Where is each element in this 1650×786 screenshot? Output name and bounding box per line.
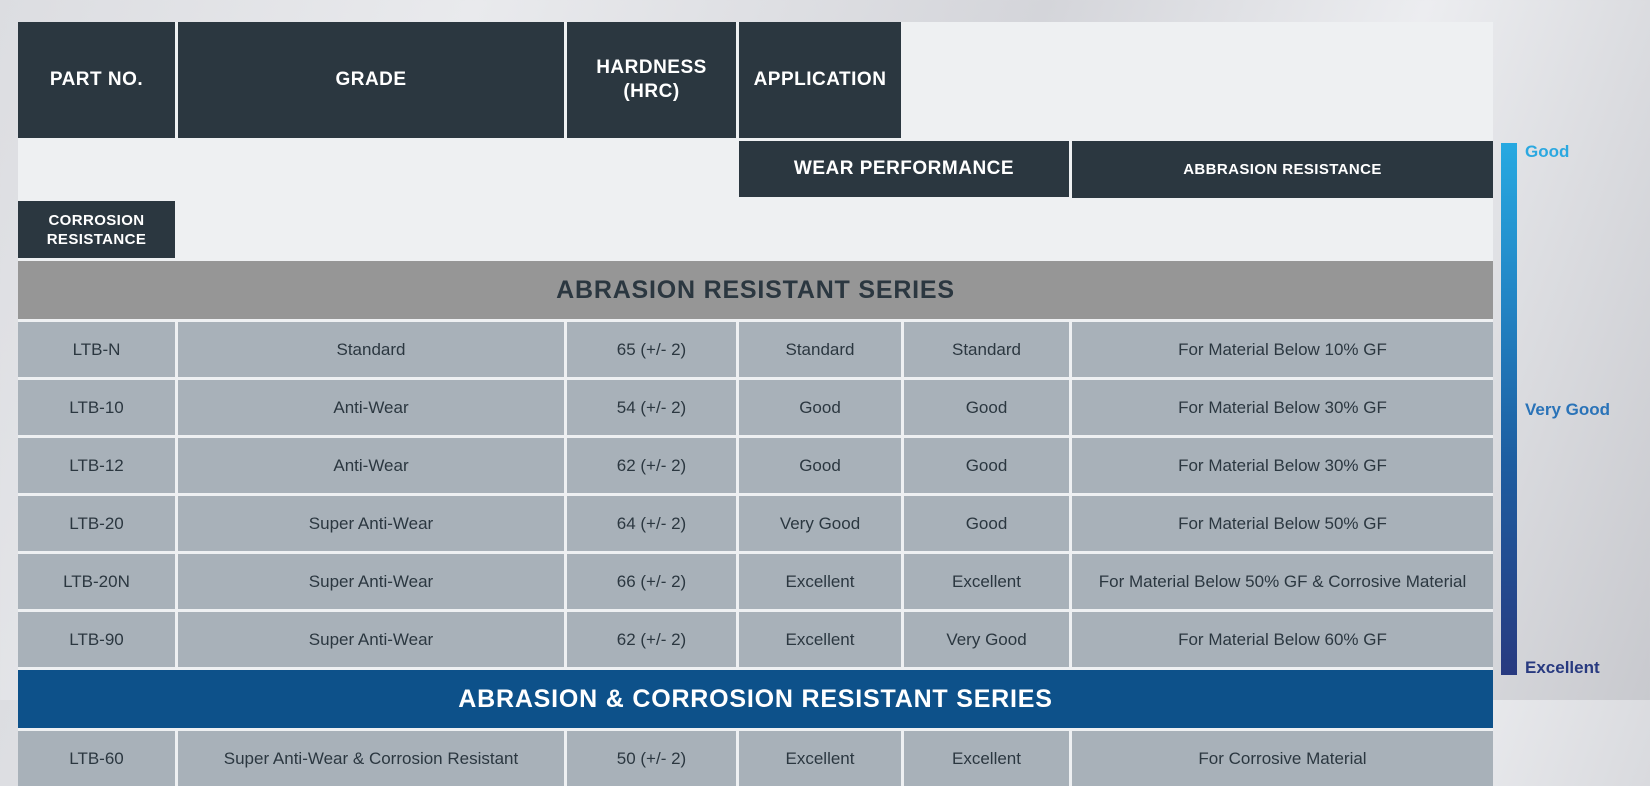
cell-part-no: LTB-10 — [18, 380, 175, 435]
header-grade: GRADE — [178, 22, 564, 138]
cell-abrasion: Excellent — [739, 731, 901, 786]
cell-part-no: LTB-60 — [18, 731, 175, 786]
cell-abrasion: Good — [739, 438, 901, 493]
header-application: APPLICATION — [739, 22, 901, 138]
cell-hardness: 66 (+/- 2) — [567, 554, 736, 609]
cell-hardness: 64 (+/- 2) — [567, 496, 736, 551]
cell-hardness: 62 (+/- 2) — [567, 438, 736, 493]
cell-application: For Material Below 50% GF & Corrosive Material — [1072, 554, 1493, 609]
cell-part-no: LTB-20 — [18, 496, 175, 551]
cell-application: For Material Below 50% GF — [1072, 496, 1493, 551]
cell-grade: Anti-Wear — [178, 380, 564, 435]
cell-part-no: LTB-20N — [18, 554, 175, 609]
cell-corrosion: Good — [904, 438, 1069, 493]
cell-corrosion: Excellent — [904, 731, 1069, 786]
scale-label-very-good: Very Good — [1525, 400, 1611, 419]
cell-application: For Material Below 30% GF — [1072, 438, 1493, 493]
cell-application: For Corrosive Material — [1072, 731, 1493, 786]
cell-grade: Super Anti-Wear & Corrosion Resistant — [178, 731, 564, 786]
header-hardness: HARDNESS (HRC) — [567, 22, 736, 138]
cell-abrasion: Standard — [739, 322, 901, 377]
header-part-no: PART NO. — [18, 22, 175, 138]
performance-scale-bar — [1501, 143, 1517, 675]
cell-abrasion: Good — [739, 380, 901, 435]
cell-corrosion: Standard — [904, 322, 1069, 377]
cell-abrasion: Excellent — [739, 554, 901, 609]
scale-label-good: Good — [1525, 142, 1570, 161]
cell-corrosion: Very Good — [904, 612, 1069, 667]
cell-application: For Material Below 60% GF — [1072, 612, 1493, 667]
cell-grade: Anti-Wear — [178, 438, 564, 493]
cell-corrosion: Excellent — [904, 554, 1069, 609]
header-abrasion-resistance: ABBRASION RESISTANCE — [1072, 141, 1493, 198]
header-wear-performance: WEAR PERFORMANCE — [739, 141, 1069, 197]
cell-hardness: 65 (+/- 2) — [567, 322, 736, 377]
cell-grade: Standard — [178, 322, 564, 377]
cell-abrasion: Excellent — [739, 612, 901, 667]
series-title-abrasion-corrosion: ABRASION & CORROSION RESISTANT SERIES — [18, 670, 1493, 728]
scale-label-excellent: Excellent — [1525, 658, 1600, 677]
cell-corrosion: Good — [904, 496, 1069, 551]
series-title-abrasion: ABRASION RESISTANT SERIES — [18, 261, 1493, 319]
cell-grade: Super Anti-Wear — [178, 612, 564, 667]
cell-part-no: LTB-90 — [18, 612, 175, 667]
performance-table — [18, 22, 1493, 786]
cell-hardness: 50 (+/- 2) — [567, 731, 736, 786]
cell-corrosion: Good — [904, 380, 1069, 435]
cell-hardness: 62 (+/- 2) — [567, 612, 736, 667]
cell-application: For Material Below 10% GF — [1072, 322, 1493, 377]
cell-abrasion: Very Good — [739, 496, 901, 551]
cell-part-no: LTB-12 — [18, 438, 175, 493]
cell-grade: Super Anti-Wear — [178, 496, 564, 551]
cell-grade: Super Anti-Wear — [178, 554, 564, 609]
cell-part-no: LTB-N — [18, 322, 175, 377]
header-corrosion-resistance: CORROSION RESISTANCE — [18, 201, 175, 258]
cell-application: For Material Below 30% GF — [1072, 380, 1493, 435]
cell-hardness: 54 (+/- 2) — [567, 380, 736, 435]
